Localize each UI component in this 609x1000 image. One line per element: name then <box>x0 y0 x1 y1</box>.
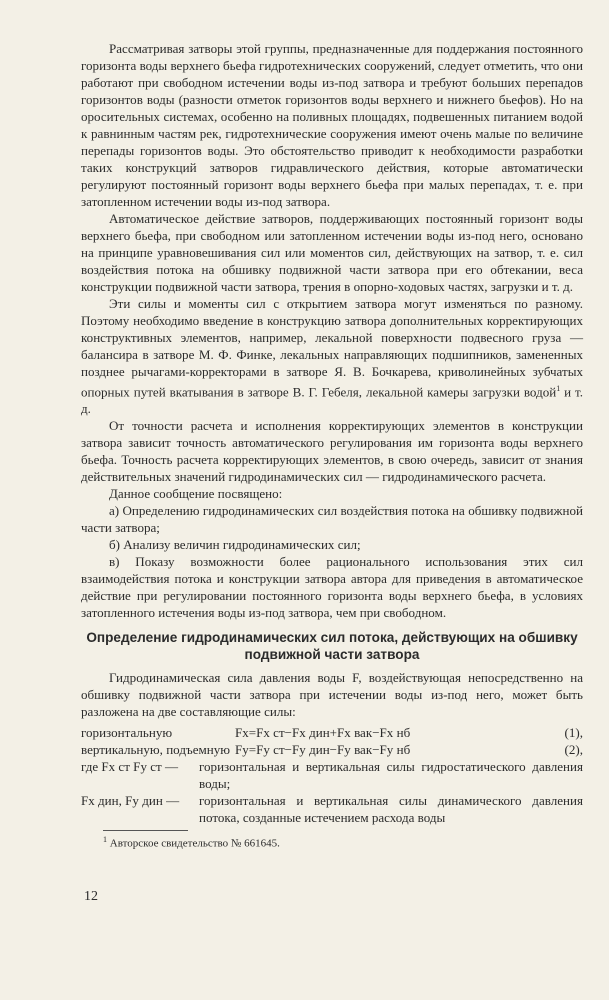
footnote-mark: 1 <box>103 835 107 845</box>
equation-1-formula: Fx=Fx ст−Fx дин+Fx вак−Fx нб <box>235 725 411 741</box>
equation-1-label: горизонтальную <box>81 725 173 741</box>
footnote <box>81 833 583 851</box>
equation-1 <box>81 724 583 741</box>
list-item-b: б) Анализу величин гидродинамических сил; <box>109 537 361 553</box>
paragraph-4: От точности расчета и исполнения корректирующих элементов в конструкции затвора зависит точность автоматического регулирования им горизонта воды верхнего бьефа. Точность расчета корректирующих элементов, в свою очередь, зависит от знания действительных значений гидродинамических сил — гидродинамического расчета. <box>81 418 583 485</box>
definition-2 <box>81 792 583 826</box>
equation-2-formula: Fy=Fy ст−Fy дин−Fy вак−Fy нб <box>235 742 411 758</box>
footnote-divider <box>103 830 188 831</box>
paragraph-3-tail: и т. д. <box>81 384 583 417</box>
equation-2 <box>81 741 583 758</box>
footnote-ref: 1 <box>556 384 561 393</box>
page-number: 12 <box>84 889 98 904</box>
paragraph-6: Гидродинамическая сила давления воды F, воздействующая непосредственно на обшивку подвижной части затвора при истечении воды из-под него, может быть разложена на две составляющие силы: <box>81 670 583 720</box>
equation-2-label: вертикальную, подъемную <box>81 742 231 758</box>
definition-1-symbol: где Fx ст Fy ст — <box>81 759 179 775</box>
page-body <box>81 40 583 851</box>
equation-1-number: (1), <box>564 725 583 741</box>
definition-2-symbol: Fx дин, Fy дин — <box>81 793 180 809</box>
footnote-text: Авторское свидетельство № 661645. <box>109 838 280 850</box>
paragraph-3-text: Эти силы и моменты сил с открытием затвора могут изменяться по разному. Поэтому необходимо введение в конструкцию затвора дополнительных корректирующих конструктивных элементов, например, лекальной поверхности подвесного груза — балансира в затворе М. Ф. Финке, лекальных направляющих подшипников, замененных позднее рычагами-корректорами в затворе Я. В. Бочкарева, криволинейных зубчатых опорных путей вкатывания в затворе В. Г. Гебеля, лекальной камеры загрузки водой <box>81 296 583 400</box>
equation-2-number: (2), <box>564 742 583 758</box>
list-item-c: в) Показу возможности более рационального использования этих сил взаимодействия потока и конструкции затвора автора для приведения в автоматическое действие при регулировании постоянного горизонта воды верхнего бьефа, в условиях затопленного истечения воды из-под затвора, чем при свободном. <box>81 554 583 621</box>
paragraph-1: Рассматривая затворы этой группы, предназначенные для поддержания постоянного горизонта воды верхнего бьефа гидротехнических сооружений, следует отметить, что они работают при свободном истечении воды из-под затвора и требуют больших перепадов горизонтов воды (разности отметок горизонтов воды верхнего и нижнего бьефов). Но на оросительных системах, особенно на поливных площадях, подвешенных питанием водой к равнинным частям рек, гидротехнические сооружения имеют очень малые по величине перепады горизонтов воды. Это обстоятельство приводит к необходимости разработки таких конструкций затворов гидравлического действия, которые автоматически регулируют постоянный горизонт воды верхнего бьефа при малых перепадах, т. е. при затопленном истечении воды из-под затвора. <box>81 41 583 209</box>
section-heading: Определение гидродинамических сил потока, действующих на обшивку подвижной части затвора <box>86 630 578 663</box>
paragraph-3 <box>81 295 583 417</box>
list-item-a: а) Определению гидродинамических сил воздействия потока на обшивку подвижной части затвора; <box>81 503 583 536</box>
paragraph-5: Данное сообщение посвящено: <box>109 486 283 502</box>
definition-1 <box>81 758 583 792</box>
definition-1-text: горизонтальная и вертикальная силы гидростатического давления воды; <box>199 759 583 792</box>
definition-2-text: горизонтальная и вертикальная силы динамического давления потока, созданные истечением расхода воды <box>199 793 583 826</box>
paragraph-2: Автоматическое действие затворов, поддерживающих постоянный горизонт воды верхнего бьефа, при свободном или затопленном истечении воды из-под него, основано на принципе уравновешивания сил или моментов сил, действующих на затвор, т. е. сил воздействия потока на обшивку подвижной части затвора при его обтекании, веса конструкции подвижной части затвора, трения в опорно-ходовых частях, загрузки и т. д. <box>81 211 583 294</box>
